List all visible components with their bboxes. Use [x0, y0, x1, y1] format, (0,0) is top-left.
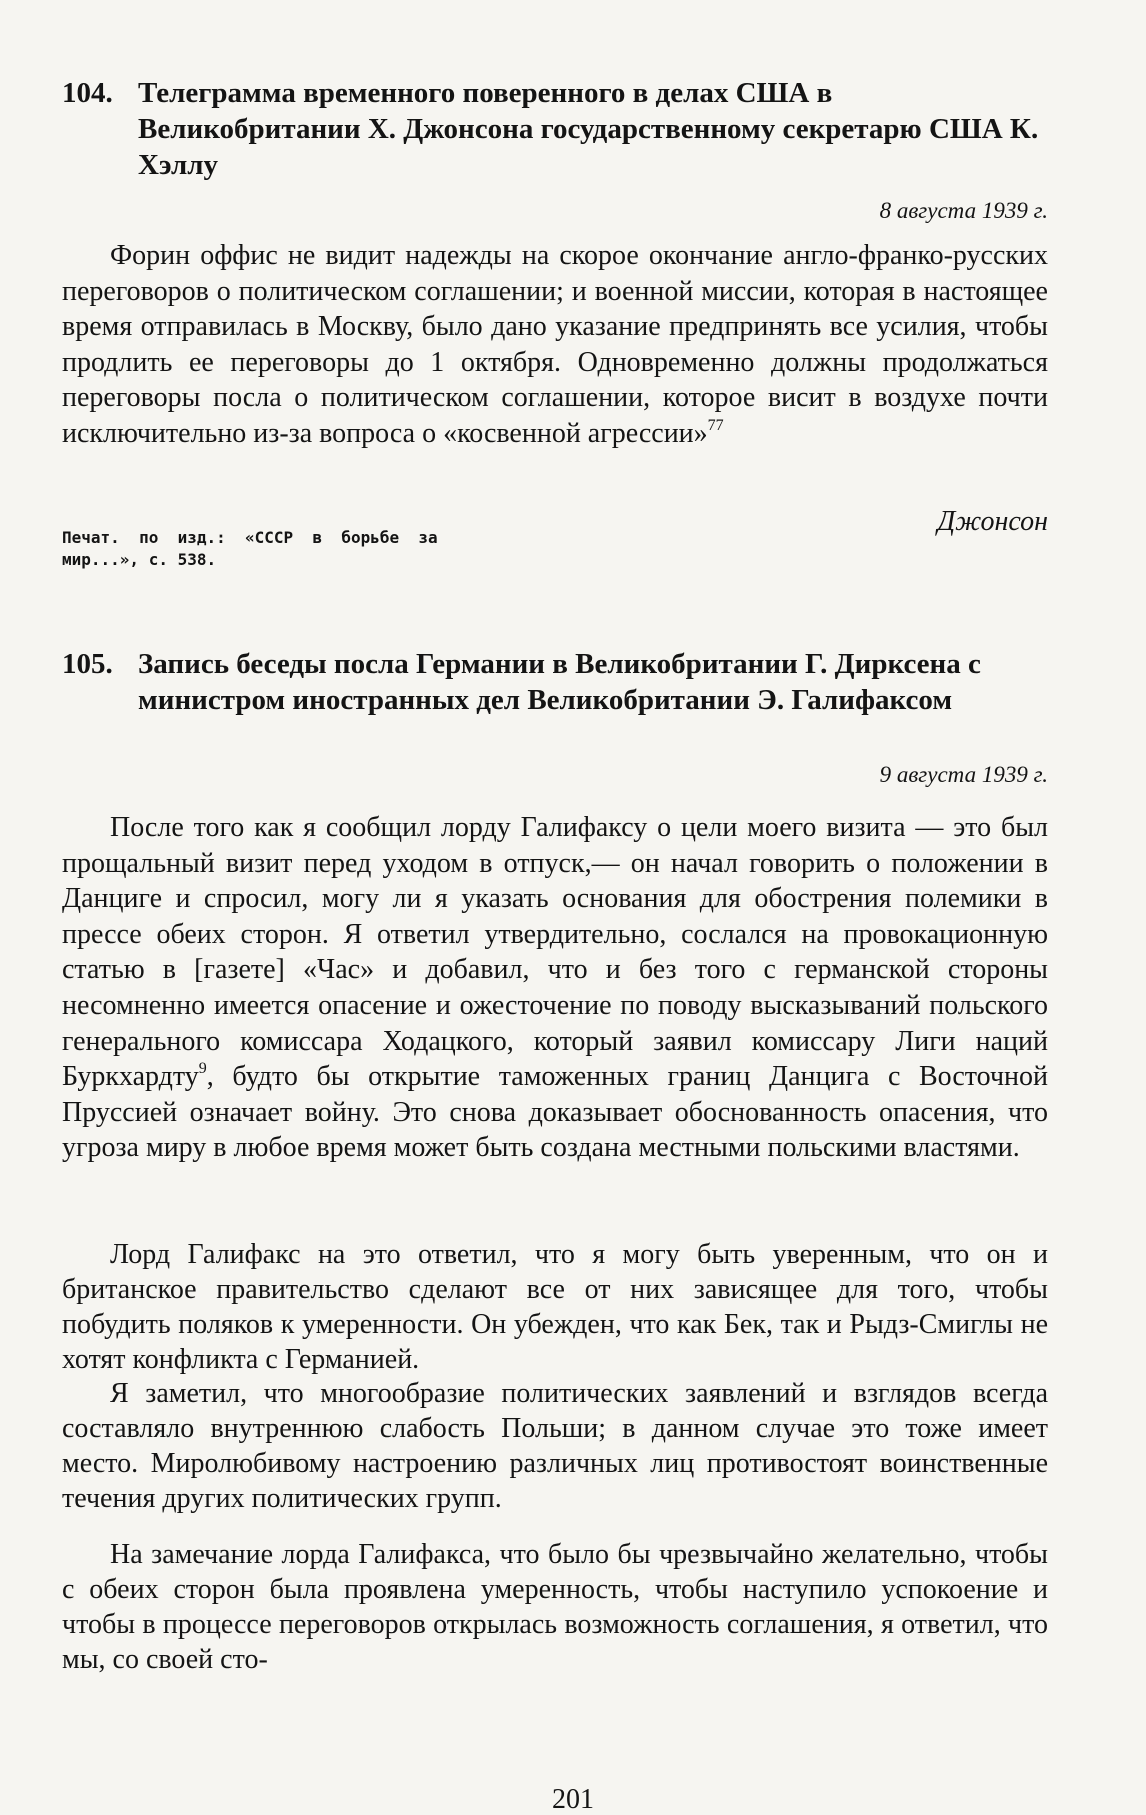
- doc105-paragraph-2: Лорд Галифакс на это ответил, что я могу быть уверенным, что он и британское правительство сделают все от них зависящее для того, чтобы побудить поляков к умеренности. Он убежден, что как Бек, так и Рыдз-Смиглы не хотят конфликта с Германией.: [62, 1239, 1048, 1375]
- doc104-signature: Джонсон: [937, 506, 1048, 537]
- doc105-date: 9 августа 1939 г.: [879, 762, 1048, 787]
- doc105-p1-continuation: , будто бы открытие таможенных границ Данцига с Восточной Пруссией означает войну. Это снова доказывает обоснованность опасения, что угроза миру в любое время может быть создана местными польскими властями.: [62, 1061, 1048, 1164]
- doc105-heading: [62, 646, 1048, 718]
- doc104-number: 104.: [62, 77, 113, 109]
- doc104-title: Телеграмма временного поверенного в делах США в Великобритании Х. Джонсона государственному секретарю США К. Хэллу: [138, 77, 1039, 181]
- doc104-heading: [62, 75, 1048, 183]
- doc104-source-line2: мир...», с. 538.: [62, 550, 217, 569]
- doc104-source: [62, 527, 492, 571]
- doc105-paragraph-1: [62, 810, 1048, 1166]
- document-105: [62, 646, 1048, 718]
- doc105-title: Запись беседы посла Германии в Великобритании Г. Дирксена с министром иностранных дел Великобритании Э. Галифаксом: [138, 648, 981, 716]
- doc105-paragraph-4: На замечание лорда Галифакса, что было бы чрезвычайно желательно, чтобы с обеих сторон была проявлена умеренность, чтобы наступило успокоение и чтобы в процессе переговоров открылась возможность соглашения, я ответил, что мы, со своей сто-: [62, 1539, 1048, 1675]
- doc104-date: 8 августа 1939 г.: [879, 198, 1048, 223]
- doc105-number: 105.: [62, 648, 113, 680]
- doc104-source-line1: Печат. по изд.: «СССР в борьбе за: [62, 528, 438, 547]
- page-number: 201: [552, 1784, 594, 1815]
- doc104-footnote-ref: 77: [707, 416, 724, 434]
- doc105-p1-text: После того как я сообщил лорду Галифаксу о цели моего визита — это был прощальный визит перед уходом в отпуск,— он начал говорить о положении в Данциге и спросил, могу ли я указать основания для обострения полемики в прессе обеих сторон. Я ответил утвердительно, сослался на провокационную статью в [газете] «Час» и добавил, что и без того с германской стороны несомненно имеется опасение и ожесточение по поводу высказываний польского генерального комиссара Ходацкого, который заявил комиссару Лиги наций Буркхардту: [62, 812, 1048, 1093]
- doc104-text: Форин оффис не видит надежды на скорое окончание англо-франко-русских переговоров о политическом соглашении; и военной миссии, которая в настоящее время отправилась в Москву, было дано указание предпринять все усилия, чтобы продлить ее переговоры до 1 октября. Одновременно должны продолжаться переговоры посла о политическом соглашении, которое висит в воздухе почти исключительно из-за вопроса о «косвенной агрессии»: [62, 240, 1048, 449]
- doc105-paragraph-3: Я заметил, что многообразие политических заявлений и взглядов всегда составляло внутреннюю слабость Польши; в данном случае это тоже имеет место. Миролюбивому настроению различных лиц противостоят воинственные течения других политических групп.: [62, 1378, 1048, 1514]
- document-104: [62, 75, 1048, 183]
- doc104-signature-block: [62, 505, 1048, 573]
- doc105-footnote-ref: 9: [198, 1059, 207, 1077]
- doc104-body: [62, 238, 1048, 452]
